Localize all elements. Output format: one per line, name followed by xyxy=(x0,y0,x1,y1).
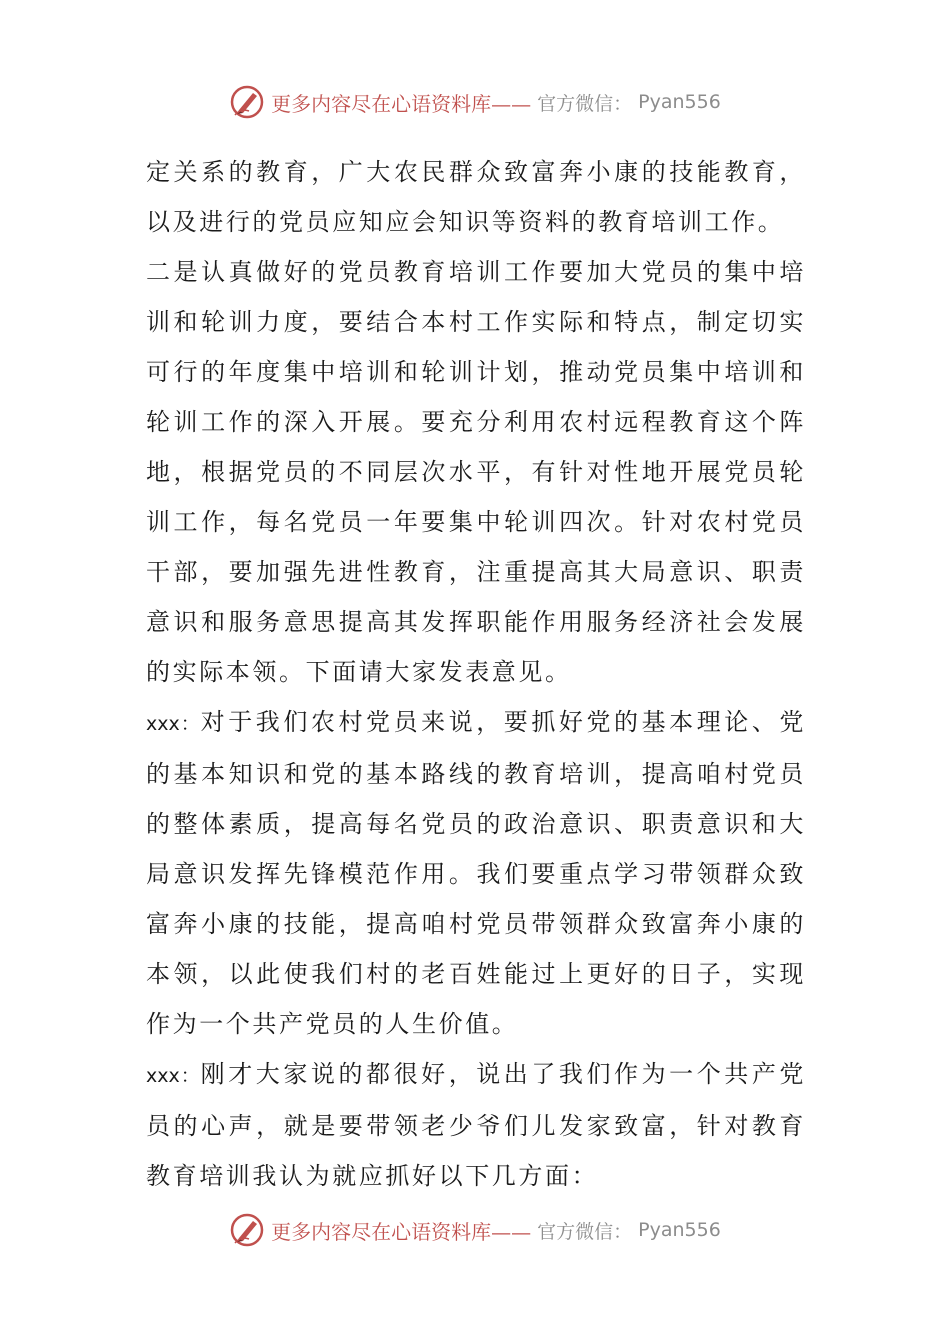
paragraph-4 xyxy=(146,1049,806,1201)
document-body xyxy=(146,147,806,1201)
footer-contact-label: 官方微信： xyxy=(537,1220,633,1243)
paragraph-2: 二是认真做好的党员教育培训工作要加大党员的集中培训和轮训力度，要结合本村工作实际和特点，制定切实可行的年度集中培训和轮训计划，推动党员集中培训和轮训工作的深入开展。要充分利用农村远程教育这个阵地，根据党员的不同层次水平，有针对性地开展党员轮训工作，每名党员一年要集中轮训四次。针对农村党员干部，要加强先进性教育，注重提高其大局意识、职责意识和服务意思提高其发挥职能作用服务经济社会发展的实际本领。下面请大家发表意见。 xyxy=(146,258,806,686)
footer-contact-id: Pyan556 xyxy=(638,1219,721,1241)
footer-banner-text: 更多内容尽在心语资料库—— xyxy=(271,1219,532,1244)
paragraph-1: 定关系的教育，广大农民群众致富奔小康的技能教育，以及进行的党员应知应会知识等资料的教育培训工作。 xyxy=(146,158,806,236)
paragraph-3-text: 对于我们农村党员来说，要抓好党的基本理论、党的基本知识和党的基本路线的教育培训，提高咱村党员的整体素质，提高每名党员的政治意识、职责意识和大局意识发挥先锋模范作用。我们要重点学习带领群众致富奔小康的技能，提高咱村党员带领群众致富奔小康的本领，以此使我们村的老百姓能过上更好的日子，实现作为一个共产党员的人生价值。 xyxy=(146,708,806,1038)
paragraph-3 xyxy=(146,697,806,1049)
header-banner-text: 更多内容尽在心语资料库—— xyxy=(271,91,532,116)
speaker-label: xxx： xyxy=(146,713,201,735)
speaker-label: xxx： xyxy=(146,1065,201,1087)
pen-logo-icon xyxy=(229,1212,265,1248)
pen-logo-icon xyxy=(229,84,265,120)
paragraph-4-text: 刚才大家说的都很好，说出了我们作为一个共产党员的心声，就是要带领老少爷们儿发家致富，针对教育教育培训我认为就应抓好以下几方面： xyxy=(146,1060,806,1190)
header-contact-id: Pyan556 xyxy=(638,91,721,113)
header-banner xyxy=(0,82,950,122)
header-contact-label: 官方微信： xyxy=(537,92,633,115)
footer-banner xyxy=(0,1210,950,1250)
